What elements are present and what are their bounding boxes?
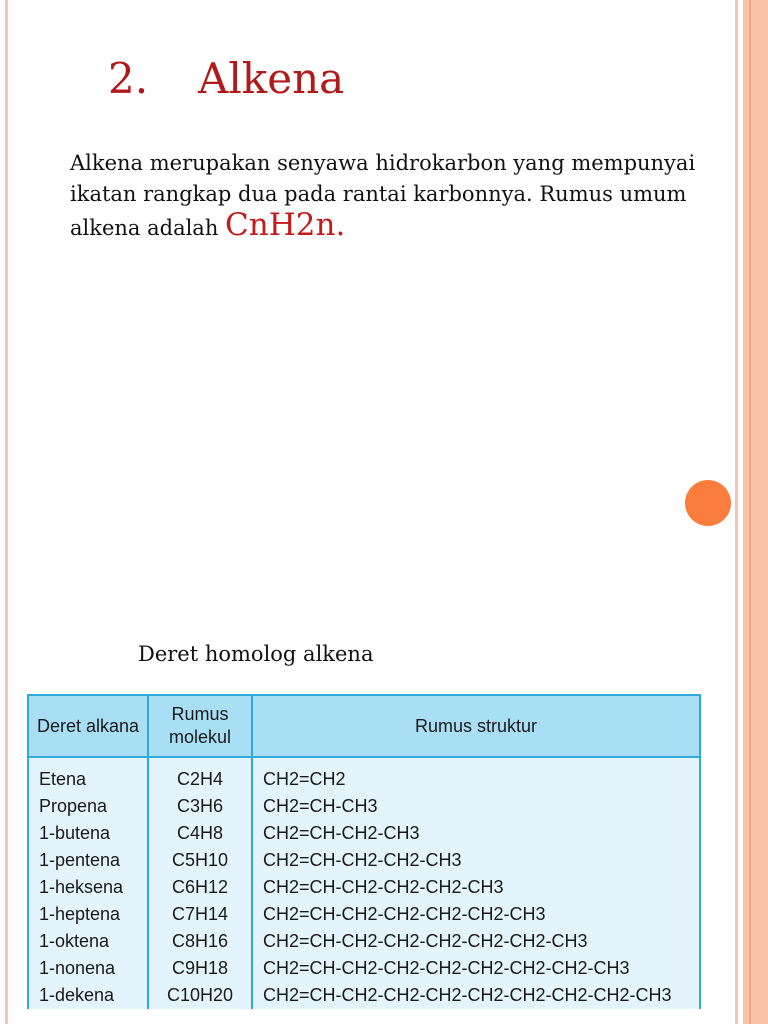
cell-name: 1-nonena bbox=[28, 955, 148, 982]
cell-molecular-formula: C6H12 bbox=[148, 874, 252, 901]
table-row bbox=[28, 955, 700, 982]
cell-structural-formula: CH2=CH-CH2-CH2-CH2-CH2-CH2-CH2-CH2-CH3 bbox=[252, 982, 700, 1009]
table-row bbox=[28, 847, 700, 874]
table-caption: Deret homolog alkena bbox=[138, 642, 374, 666]
cell-molecular-formula: C8H16 bbox=[148, 928, 252, 955]
cell-molecular-formula: C2H4 bbox=[148, 757, 252, 793]
section-number: 2. bbox=[108, 54, 149, 103]
table-row bbox=[28, 928, 700, 955]
cell-structural-formula: CH2=CH-CH2-CH3 bbox=[252, 820, 700, 847]
homolog-table bbox=[27, 694, 701, 1009]
cell-molecular-formula: C4H8 bbox=[148, 820, 252, 847]
cell-name: 1-oktena bbox=[28, 928, 148, 955]
orange-circle-decoration bbox=[685, 480, 731, 526]
general-formula: CnH2n. bbox=[225, 207, 346, 243]
cell-name: 1-dekena bbox=[28, 982, 148, 1009]
cell-structural-formula: CH2=CH-CH2-CH2-CH2-CH3 bbox=[252, 874, 700, 901]
cell-molecular-formula: C10H20 bbox=[148, 982, 252, 1009]
slide-title bbox=[108, 54, 344, 103]
table-row bbox=[28, 757, 700, 793]
table-row bbox=[28, 982, 700, 1009]
header-rumus-molekul: Rumus molekul bbox=[148, 695, 252, 757]
description-paragraph bbox=[70, 148, 720, 244]
table-row bbox=[28, 820, 700, 847]
cell-name: 1-pentena bbox=[28, 847, 148, 874]
cell-structural-formula: CH2=CH-CH2-CH2-CH2-CH2-CH2-CH3 bbox=[252, 928, 700, 955]
cell-name: Etena bbox=[28, 757, 148, 793]
cell-structural-formula: CH2=CH-CH2-CH2-CH2-CH2-CH2-CH2-CH3 bbox=[252, 955, 700, 982]
cell-name: 1-butena bbox=[28, 820, 148, 847]
cell-structural-formula: CH2=CH-CH2-CH2-CH2-CH2-CH3 bbox=[252, 901, 700, 928]
cell-structural-formula: CH2=CH2 bbox=[252, 757, 700, 793]
table-row bbox=[28, 901, 700, 928]
header-rumus-struktur: Rumus struktur bbox=[252, 695, 700, 757]
right-border-line bbox=[735, 0, 738, 1024]
title-text: Alkena bbox=[198, 54, 345, 103]
cell-molecular-formula: C7H14 bbox=[148, 901, 252, 928]
cell-molecular-formula: C9H18 bbox=[148, 955, 252, 982]
cell-structural-formula: CH2=CH-CH3 bbox=[252, 793, 700, 820]
cell-name: 1-heptena bbox=[28, 901, 148, 928]
paragraph-text: Alkena merupakan senyawa hidrokarbon yang mempunyai ikatan rangkap dua pada rantai karbonnya. Rumus umum alkena adalah bbox=[70, 151, 696, 240]
cell-name: 1-heksena bbox=[28, 874, 148, 901]
right-band-stripe bbox=[749, 0, 751, 1024]
table-row bbox=[28, 793, 700, 820]
table-row bbox=[28, 874, 700, 901]
cell-name: Propena bbox=[28, 793, 148, 820]
cell-molecular-formula: C5H10 bbox=[148, 847, 252, 874]
cell-structural-formula: CH2=CH-CH2-CH2-CH3 bbox=[252, 847, 700, 874]
right-decorative-band bbox=[743, 0, 768, 1024]
cell-molecular-formula: C3H6 bbox=[148, 793, 252, 820]
table-header-row bbox=[28, 695, 700, 757]
header-deret: Deret alkana bbox=[28, 695, 148, 757]
left-border-line bbox=[5, 0, 8, 1024]
